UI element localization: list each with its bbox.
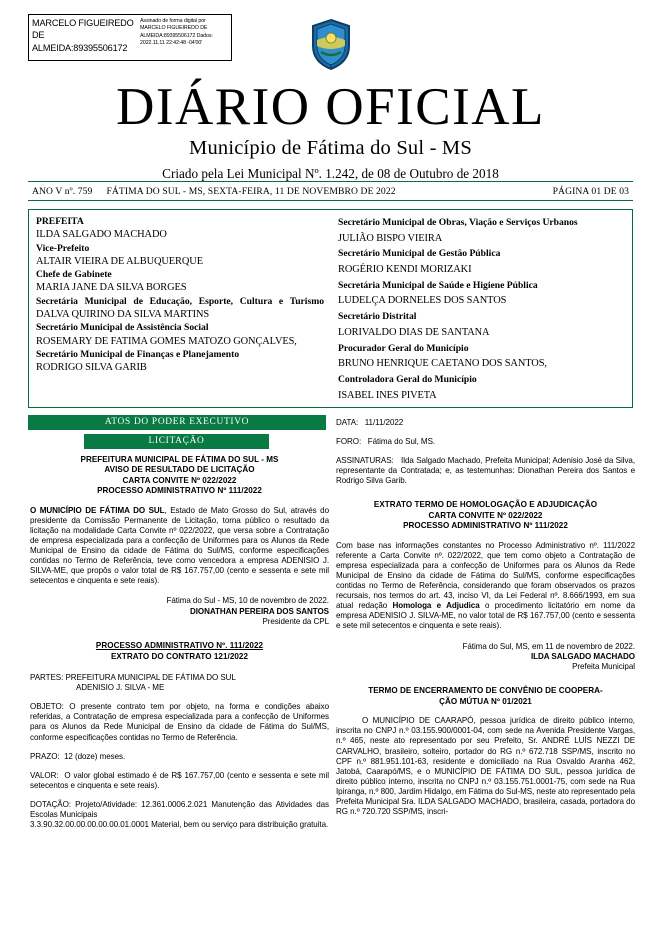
contract-value	[30, 771, 329, 791]
homologation-paragraph	[336, 541, 635, 632]
signature-place-date: Fátima do Sul, MS, em 11 de novembro de 2022.	[462, 641, 635, 651]
signatories-value: Ilda Salgado Machado, Prefeita Municipal; Adenisio José da Silva, representante da Contratada; e, as testemunhas: Dionathan Pereira dos Santos e Rodrigo Silva Garib.	[336, 456, 635, 486]
value-amount: O valor global estimado é de R$ 167.757,00 (cento e sessenta e sete mil setecentos e cinquenta e sete reais).	[30, 770, 329, 790]
article-column-right	[336, 418, 635, 817]
official-name: ILDA SALGADO MACHADO	[36, 229, 167, 241]
signatory-role: Prefeita Municipal	[572, 662, 635, 672]
official-name: BRUNO HENRIQUE CAETANO DOS SANTOS,	[338, 358, 547, 370]
official-name: LORIVALDO DIAS DE SANTANA	[338, 326, 490, 338]
signatory-name: ILDA SALGADO MACHADO	[531, 651, 635, 661]
official-role: Chefe de Gabinete	[36, 269, 112, 281]
official-role: Secretário Municipal de Gestão Pública	[338, 248, 501, 260]
official-role: Secretário Distrital	[338, 311, 417, 323]
bidding-notice-heading: PREFEITURA MUNICIPAL DE FÁTIMA DO SUL - MS AVISO DE RESULTADO DE LICITAÇÃO CARTA CONVITE Nº 022/2022 PROCESSO ADMINISTRATIVO Nº 111/2022	[80, 455, 279, 496]
digital-signature-stamp	[28, 14, 232, 61]
page-number: PÁGINA 01 DE 03	[552, 185, 629, 197]
contract-party-2: ADENISIO J. SILVA - ME	[76, 683, 165, 693]
date-value: 11/11/2022	[364, 418, 404, 427]
signatories-label: ASSINATURAS:	[336, 456, 394, 466]
officials-column-right	[331, 210, 632, 407]
forum-value: Fátima do Sul, MS.	[367, 437, 436, 447]
official-name: MARIA JANE DA SILVA BORGES	[36, 282, 187, 294]
official-name: ROSEMARY DE FATIMA GOMES MATOZO GONÇALVES,	[36, 335, 297, 347]
official-role: Vice-Prefeito	[36, 242, 90, 254]
official-role: Secretário Municipal de Finanças e Planejamento	[36, 349, 240, 361]
official-name: JULIÃO BISPO VIEIRA	[338, 232, 443, 244]
official-name: ISABEL INES PIVETA	[338, 389, 437, 401]
masthead	[0, 80, 661, 183]
official-role: Controladora Geral do Município	[338, 373, 477, 385]
contract-forum	[336, 437, 635, 447]
issue-number: ANO V nº. 759	[32, 185, 93, 197]
contract-object	[30, 702, 329, 742]
notice-body-text: , Estado de Mato Grosso do Sul, através do presidente da Comissão Permanente de Licitação, torna público o resultado da licitação na modalidade Carta Convite nº 022/2022, que versa sobre a Contratação de empresa especializada para a confecção de Uniformes para os Alunos da Rede Municipal de Ensino da cidade de Fátima do Sul/MS, conforme especificações contidas no Termo de Referência, teve como vencedora a empresa ADENISIO J. SILVA-ME, que propôs o valor total de R$ 167.757,00 (cento e sessenta e sete mil setecentos e cinquenta e sete reais).	[30, 505, 329, 586]
object-value: O presente contrato tem por objeto, na forma e condições abaixo referidas, a Contratação de empresa especializada para a confecção de Uniformes para os Alunos da Rede Municipal de Ensino da cidade de Fátima do Sul/MS, conforme especificações contidas no Termo de Referência.	[30, 702, 329, 742]
contract-extract-number: EXTRATO DO CONTRATO 121/2022	[110, 651, 249, 661]
issue-place-date: FÁTIMA DO SUL - MS, SEXTA-FEIRA, 11 DE NOVEMBRO DE 2022	[106, 185, 396, 197]
homologation-emphasis: Homologa e Adjudica	[392, 601, 480, 611]
masthead-subtitle: Município de Fátima do Sul - MS	[189, 137, 472, 159]
section-banner-bidding: LICITAÇÃO	[84, 434, 269, 449]
term-label: PRAZO:	[30, 751, 60, 761]
official-name: ROGÉRIO KENDI MORIZAKI	[338, 263, 472, 275]
contract-process-number: PROCESSO ADMINISTRATIVO Nº. 111/2022	[95, 641, 264, 651]
homologation-body-2: o procedimento licitatório em nome da empresa ADENISIO J. SILVA-ME, no valor total de R$ 167.757,00 (cento e sessenta e sete mil setecentos e cinquenta e sete reais).	[336, 601, 635, 631]
official-role: PREFEITA	[36, 216, 84, 227]
official-name: RODRIGO SILVA GARIB	[36, 362, 147, 374]
officials-column-left	[29, 210, 331, 407]
page-title: DIÁRIO OFICIAL	[116, 78, 545, 136]
official-name: ALTAIR VIEIRA DE ALBUQUERQUE	[36, 255, 203, 267]
cooperation-closure-heading: TERMO DE ENCERRAMENTO DE CONVÊNIO DE COOPERA- ÇÃO MÚTUA Nº 01/2021	[368, 686, 603, 706]
contract-date	[336, 418, 635, 428]
contract-budget-allocation-2: 3.3.90.32.00.00.00.00.00.01.0001 Material, bem ou serviço para distribuição gratuita.	[30, 820, 329, 830]
signature-metadata: Assinado de forma digital por MARCELO FIGUEIREDO DE ALMEIDA:89395506172 Dados: 2022.11.11 22:42:48 -04'00'	[140, 18, 213, 46]
homologation-body-1: Com base nas informações constantes no Processo Administrativo nº. 111/2022 referente a Carta Convite nº. 022/2022, que tem como objeto a Contratação de empresa especializada para a confecção de Uniformes para os Alunos da Rede Municipal de Ensino da cidade de Fátima do Sul/MS, conforme especificações contidas no Termo de Referência, considerando que foram observados os prazos recursais, nos termos do art. 43, inciso VI, da Lei Federal nº. 8.666/1993, em sua atual redação	[336, 540, 635, 611]
signature-name: MARCELO FIGUEIREDO DE ALMEIDA:89395506172	[32, 18, 134, 53]
homologation-signature	[336, 642, 635, 673]
contract-term	[30, 752, 329, 762]
official-role: Secretária Municipal de Educação, Esporte, Cultura e Turismo	[36, 295, 324, 307]
issue-info-bar	[28, 181, 633, 201]
allocation-value: Projeto/Atividade: 12.361.0006.2.021 Manutenção das Atividades das Escolas Municipais	[30, 799, 329, 820]
official-role: Secretário Municipal de Obras, Viação e Serviços Urbanos	[338, 217, 578, 228]
date-label: DATA:	[336, 418, 359, 427]
forum-label: FORO:	[336, 437, 362, 447]
official-name: LUDELÇA DORNELES DOS SANTOS	[338, 295, 507, 307]
official-role: Secretária Municipal de Saúde e Higiene Pública	[338, 279, 538, 291]
parties-value-1: PREFEITURA MUNICIPAL DE FÁTIMA DO SUL	[65, 673, 236, 683]
contract-budget-allocation	[30, 800, 329, 820]
parties-label: PARTES:	[30, 673, 64, 683]
signatory-role: Presidente da CPL	[262, 616, 329, 626]
official-role: Secretário Municipal de Assistência Social	[36, 322, 209, 334]
homologation-heading: EXTRATO TERMO DE HOMOLOGAÇÃO E ADJUDICAÇÃO CARTA CONVITE Nº 022/2022 PROCESSO ADMINISTRATIVO Nº 111/2022	[373, 500, 598, 531]
article-column-left	[30, 455, 329, 830]
allocation-label: DOTAÇÃO:	[30, 799, 71, 809]
section-banner-executive-acts: ATOS DO PODER EXECUTIVO	[28, 415, 326, 430]
officials-directory	[28, 209, 633, 408]
bidding-notice-paragraph	[30, 506, 329, 587]
bidding-notice-signature	[30, 596, 329, 627]
signatory-name: DIONATHAN PEREIRA DOS SANTOS	[189, 606, 329, 616]
object-label: OBJETO:	[30, 702, 64, 712]
official-name: DALVA QUIRINO DA SILVA MARTINS	[36, 309, 210, 321]
value-label: VALOR:	[30, 770, 59, 780]
contract-parties	[30, 673, 329, 683]
contract-signatories	[336, 456, 635, 486]
term-value: 12 (doze) meses.	[63, 751, 126, 761]
official-role: Procurador Geral do Município	[338, 342, 469, 354]
notice-lead-in: O MUNICÍPIO DE FÁTIMA DO SUL	[30, 505, 165, 515]
masthead-law-reference: Criado pela Lei Municipal Nº. 1.242, de 08 de Outubro de 2018	[162, 166, 499, 181]
municipal-coat-of-arms-icon	[307, 16, 355, 72]
signature-place-date: Fátima do Sul - MS, 10 de novembro de 2022.	[166, 596, 329, 606]
cooperation-closure-paragraph: O MUNICÍPIO DE CAARAPÓ, pessoa jurídica de direito público interno, inscrita no CNPJ n.º 03.155.900/0001-04, com sede na Avenida Presidente Vargas, n.º 465, neste ato representado por seu Prefeito, Sr. ANDRÉ LUÍS NEZZI DE CARVALHO, brasileiro, solteiro, portador do RG n.º 672.718 SSP/MS, inscrito no CPF n.º 881.951.101-63, residente e domiciliado na Rua Osvaldo Aranha 462, Jatobá, Caarapó/MS, e o MUNICÍPIO DE FÁTIMA DO SUL, pessoa jurídica de direito público interno, inscrita no CNPJ n.º 03.155.751.0001-75, com sede na Rua Ipiranga, n.º 800, Jardim Hidalgo, em Fátima do Sul-MS, neste ato representado pela Prefeita Municipal Sra. ILDA SALGADO MACHADO, brasileira, casada, portadora do RG n.º 720.720 SSP/MS, inscri-	[336, 716, 635, 817]
contract-extract-heading	[30, 641, 329, 662]
